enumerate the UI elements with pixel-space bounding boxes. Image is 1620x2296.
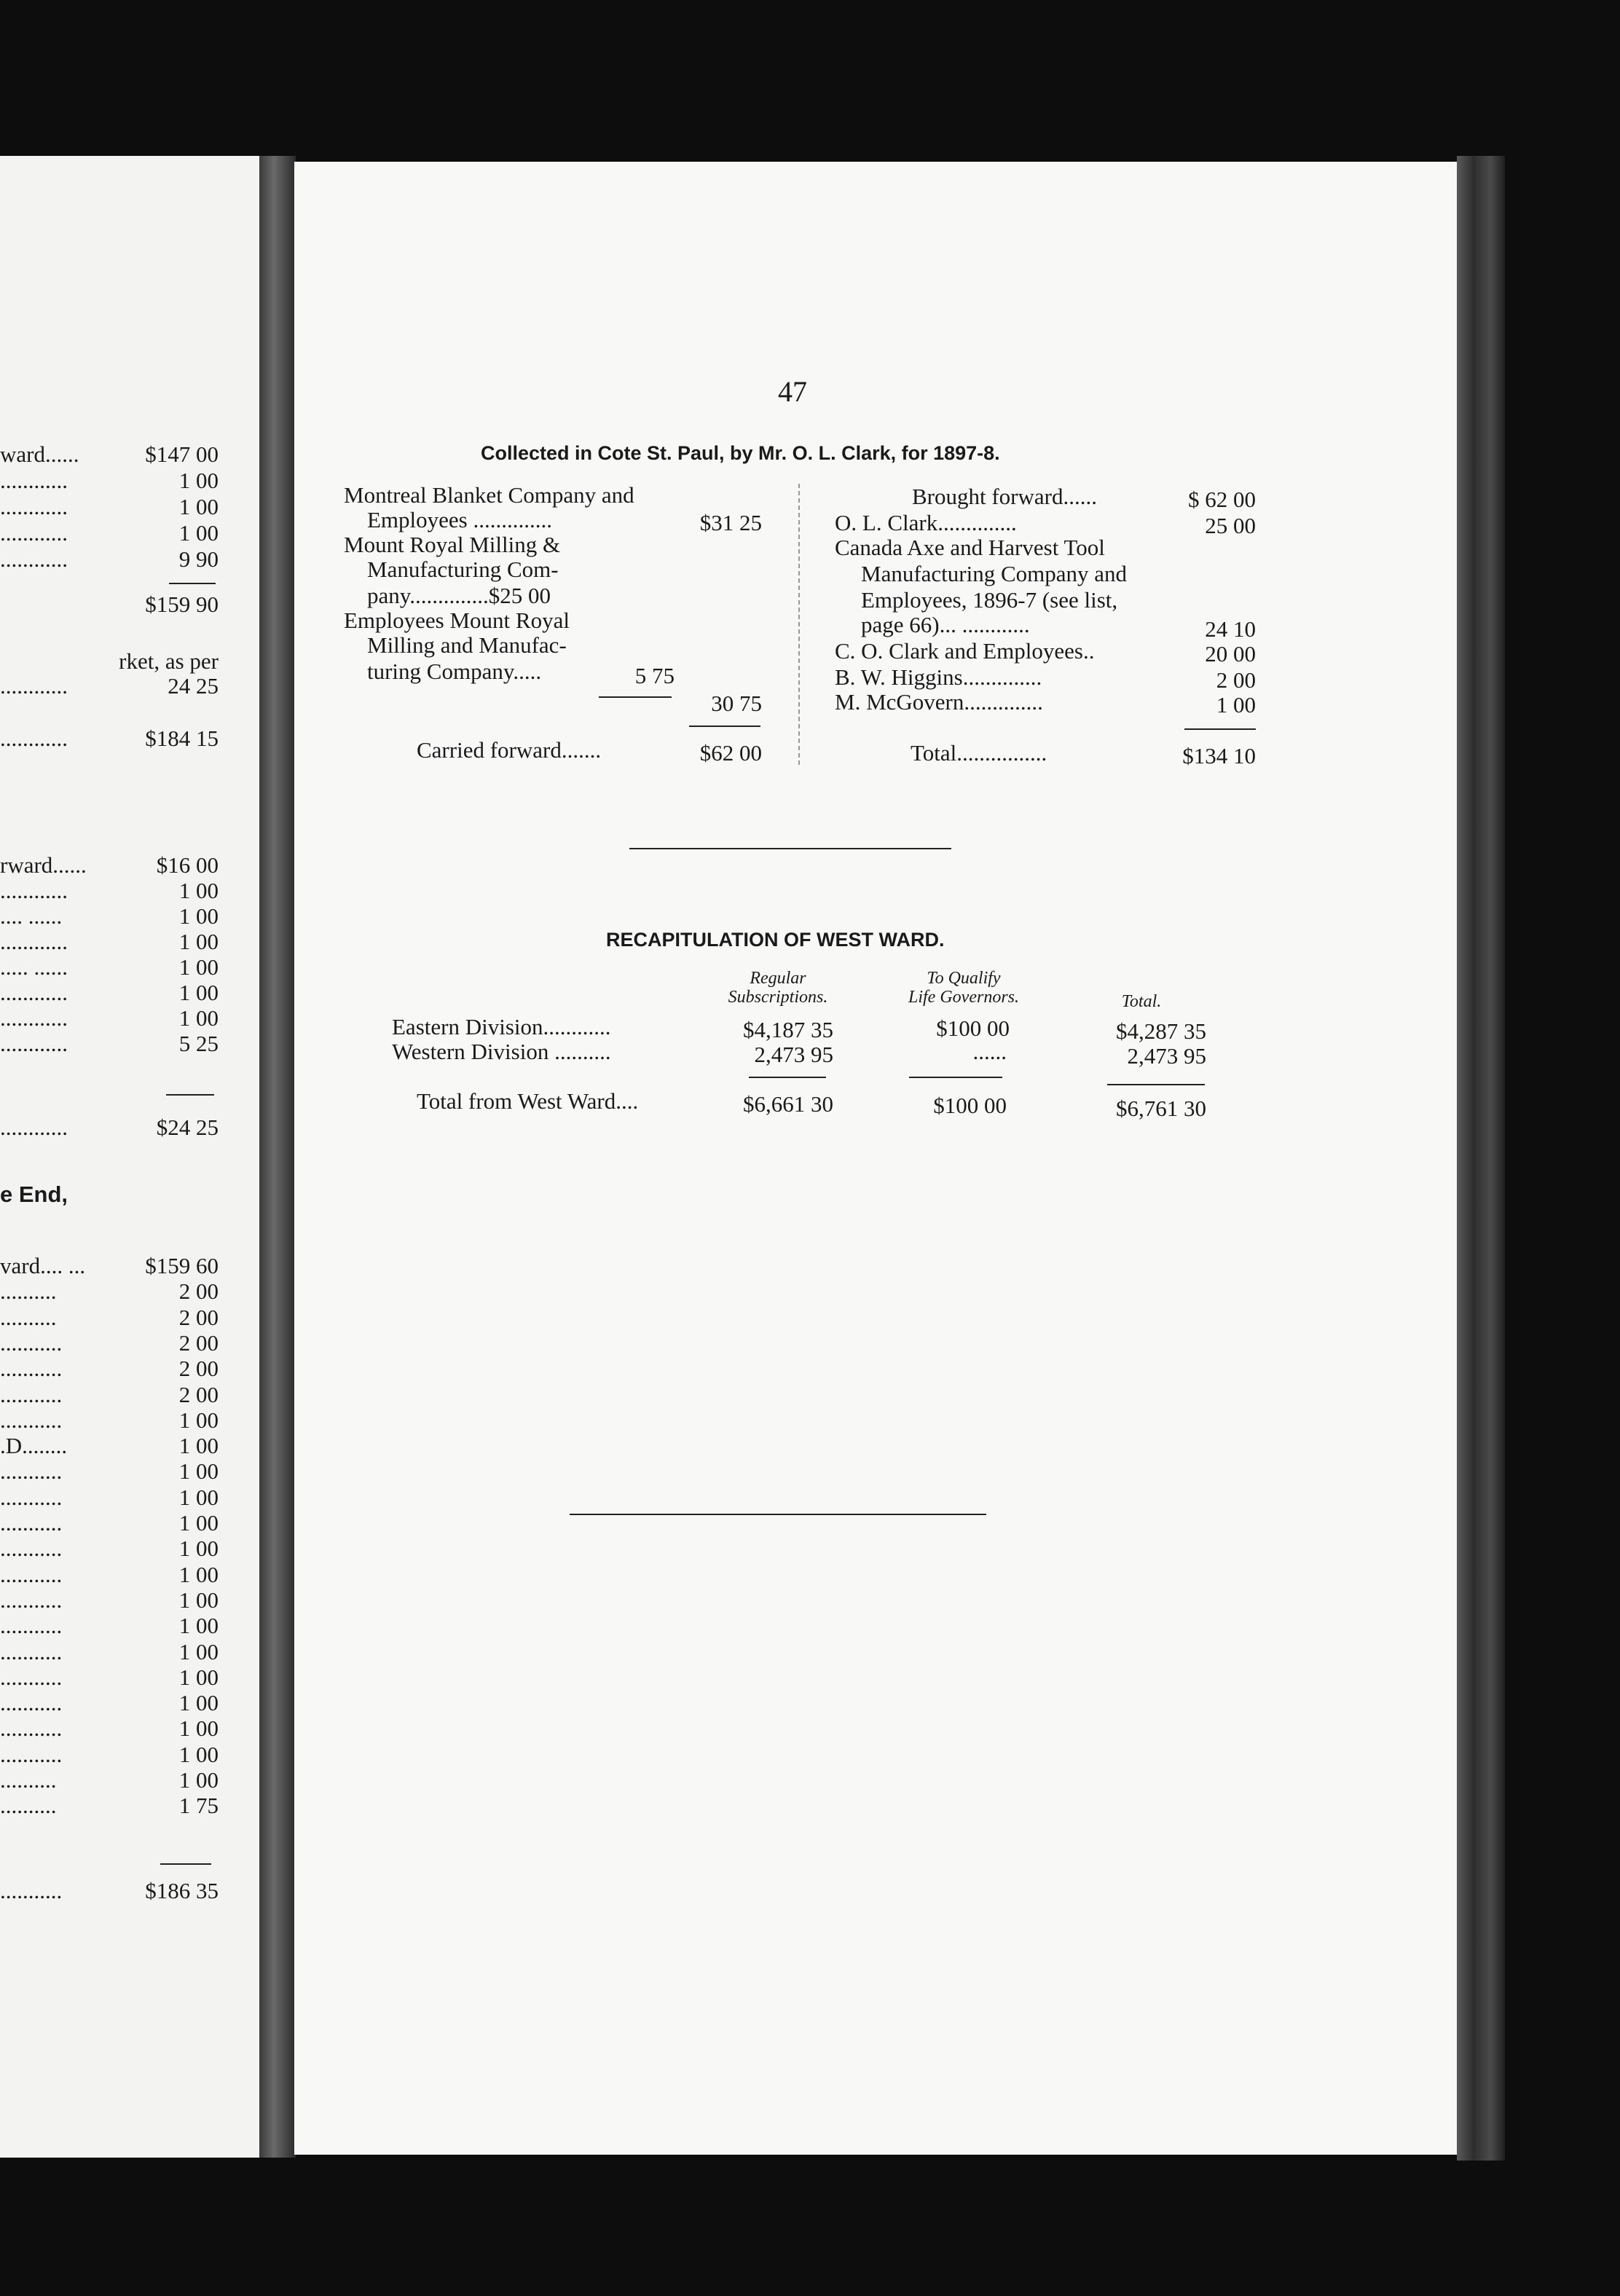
amount: $159 60 bbox=[145, 1253, 219, 1278]
recap-qualify: $100 00 bbox=[936, 1015, 1010, 1041]
entry-label: pany..............$25 00 bbox=[367, 583, 551, 608]
list-item bbox=[0, 1536, 219, 1562]
list-item bbox=[0, 1382, 219, 1408]
list-item bbox=[0, 980, 219, 1006]
amount: $147 00 bbox=[145, 441, 219, 467]
amount: 5 75 bbox=[634, 663, 675, 688]
page-edge bbox=[1457, 156, 1505, 2161]
column-divider bbox=[798, 484, 800, 765]
entry-label: Montreal Blanket Company and bbox=[344, 482, 634, 508]
amount: 1 00 bbox=[178, 1767, 219, 1793]
entry-label: O. L. Clark.............. bbox=[835, 510, 1017, 535]
recap-row-label: Western Division .......... bbox=[392, 1039, 611, 1064]
amount: 1 00 bbox=[178, 903, 219, 929]
total-amount: $134 10 bbox=[1182, 743, 1256, 768]
amount: $186 35 bbox=[145, 1878, 219, 1903]
leader: ............ bbox=[0, 546, 68, 572]
list-item bbox=[0, 954, 219, 980]
list-item bbox=[0, 1878, 219, 1904]
leader: rward...... bbox=[0, 852, 87, 878]
list-item bbox=[0, 1433, 219, 1459]
amount: $16 00 bbox=[156, 852, 219, 878]
rule bbox=[169, 583, 216, 584]
leader: ........... bbox=[0, 1510, 63, 1536]
leader: ............ bbox=[0, 468, 68, 493]
list-item bbox=[0, 1005, 219, 1031]
amount: 2 00 bbox=[1216, 667, 1256, 693]
amount: 1 00 bbox=[178, 1690, 219, 1716]
section-title: Collected in Cote St. Paul, by Mr. O. L. Clark, for 1897-8. bbox=[481, 442, 1000, 464]
recap-total: $6,761 30 bbox=[1116, 1096, 1206, 1121]
recap-total: $4,287 35 bbox=[1116, 1018, 1206, 1044]
total-label: Total................ bbox=[911, 740, 1047, 766]
amount: 2 00 bbox=[178, 1278, 219, 1305]
amount: 24 25 bbox=[168, 673, 219, 699]
rule bbox=[1107, 1084, 1205, 1085]
list-item bbox=[0, 1690, 219, 1716]
amount: 1 75 bbox=[178, 1793, 219, 1819]
column-header: Subscriptions. bbox=[728, 988, 828, 1007]
list-item bbox=[0, 1510, 219, 1536]
amount: 1 00 bbox=[1216, 692, 1256, 718]
amount: 1 00 bbox=[178, 1484, 219, 1510]
leader: ............ bbox=[0, 980, 68, 1005]
leader: ........... bbox=[0, 1741, 63, 1767]
leader: ............ bbox=[0, 1005, 68, 1031]
leader: ............ bbox=[0, 929, 68, 954]
recap-row-label: Eastern Division............ bbox=[392, 1014, 611, 1039]
leader: ........... bbox=[0, 1690, 63, 1716]
amount: 2 00 bbox=[178, 1304, 219, 1330]
amount: 1 00 bbox=[178, 1715, 219, 1742]
list-item bbox=[0, 1715, 219, 1742]
list-item bbox=[0, 441, 219, 468]
leader: ........... bbox=[0, 1715, 63, 1742]
amount: 1 00 bbox=[178, 1433, 219, 1459]
list-item bbox=[0, 1330, 219, 1356]
amount: 1 00 bbox=[178, 1510, 219, 1536]
list-item bbox=[0, 494, 219, 520]
leader: ........... bbox=[0, 1638, 63, 1664]
column-header: Life Governors. bbox=[908, 988, 1019, 1007]
heading-text: e End, bbox=[0, 1182, 68, 1207]
amount: 2 00 bbox=[178, 1381, 219, 1407]
leader: ........... bbox=[0, 1329, 63, 1356]
entry-label: Employees .............. bbox=[367, 507, 552, 532]
amount: 1 00 bbox=[178, 1458, 219, 1485]
list-item bbox=[0, 726, 219, 752]
list-item bbox=[0, 1742, 219, 1768]
list-item bbox=[0, 546, 219, 573]
list-item bbox=[0, 673, 219, 699]
list-item bbox=[0, 1664, 219, 1691]
list-item bbox=[0, 929, 219, 955]
leader: ........... bbox=[0, 1356, 63, 1382]
section-heading bbox=[0, 1182, 219, 1208]
list-item bbox=[0, 1562, 219, 1588]
amount: $159 90 bbox=[145, 591, 219, 617]
amount: 1 00 bbox=[178, 980, 219, 1005]
amount: $184 15 bbox=[145, 726, 219, 751]
leader: .......... bbox=[0, 1304, 57, 1330]
leader: ............ bbox=[0, 520, 68, 546]
leader: ........... bbox=[0, 1664, 63, 1690]
amount: 1 00 bbox=[178, 520, 219, 546]
list-item bbox=[0, 591, 219, 618]
recap-regular: 2,473 95 bbox=[754, 1042, 833, 1067]
list-item bbox=[0, 1278, 219, 1305]
amount: 1 00 bbox=[178, 1613, 219, 1639]
book-spine bbox=[259, 156, 296, 2158]
entry-label: turing Company..... bbox=[367, 658, 542, 684]
amount: 2 00 bbox=[178, 1356, 219, 1382]
recap-qualify: ...... bbox=[972, 1039, 1007, 1064]
recap-total-label: Total from West Ward.... bbox=[417, 1088, 639, 1114]
amount: 1 00 bbox=[178, 1005, 219, 1031]
left-page-content bbox=[0, 0, 259, 2296]
leader: .......... bbox=[0, 1793, 57, 1819]
amount: 1 00 bbox=[178, 1561, 219, 1587]
leader: ........... bbox=[0, 1484, 63, 1510]
entry-label: C. O. Clark and Employees.. bbox=[835, 638, 1095, 664]
list-item bbox=[0, 468, 219, 494]
entry-label: page 66)... ............ bbox=[861, 612, 1030, 637]
leader: vard.... ... bbox=[0, 1253, 86, 1278]
column-header: Regular bbox=[750, 969, 806, 988]
page-number: 47 bbox=[778, 375, 807, 408]
leader: ........... bbox=[0, 1381, 63, 1407]
section-separator bbox=[570, 1514, 986, 1515]
entry-label: Manufacturing Company and bbox=[861, 561, 1128, 586]
carried-forward-amount: $62 00 bbox=[699, 740, 762, 766]
note-text: rket, as per bbox=[119, 648, 219, 674]
entry-label: Employees, 1896-7 (see list, bbox=[861, 587, 1118, 613]
brought-forward-label: Brought forward...... bbox=[912, 484, 1097, 509]
leader: ward...... bbox=[0, 441, 79, 467]
amount: $31 25 bbox=[699, 510, 762, 535]
amount: 1 00 bbox=[178, 1741, 219, 1767]
leader: ............ bbox=[0, 1114, 68, 1140]
amount: 1 00 bbox=[178, 1407, 219, 1433]
amount: 9 90 bbox=[178, 546, 219, 572]
list-item bbox=[0, 1587, 219, 1613]
brought-forward-amount: $ 62 00 bbox=[1188, 487, 1256, 512]
amount: 1 00 bbox=[178, 1536, 219, 1562]
entry-label: Employees Mount Royal bbox=[344, 608, 570, 633]
recap-regular: $4,187 35 bbox=[743, 1017, 833, 1042]
leader: ............ bbox=[0, 726, 68, 751]
leader: .D........ bbox=[0, 1433, 68, 1459]
amount: 2 00 bbox=[178, 1329, 219, 1356]
recap-total: 2,473 95 bbox=[1127, 1043, 1206, 1069]
rule bbox=[599, 696, 672, 698]
list-item bbox=[0, 1114, 219, 1141]
amount: 1 00 bbox=[178, 468, 219, 493]
entry-label: Milling and Manufac- bbox=[367, 632, 567, 658]
amount: 1 00 bbox=[178, 1638, 219, 1664]
rule bbox=[166, 1094, 214, 1096]
list-item bbox=[0, 1305, 219, 1331]
rule bbox=[160, 1863, 211, 1865]
amount: 24 10 bbox=[1205, 616, 1256, 642]
list-item bbox=[0, 852, 219, 878]
list-item bbox=[0, 1407, 219, 1434]
recap-regular: $6,661 30 bbox=[743, 1091, 833, 1117]
leader: ........... bbox=[0, 1587, 63, 1613]
leader: ............ bbox=[0, 878, 68, 903]
list-item bbox=[0, 1031, 219, 1057]
leader: ........... bbox=[0, 1536, 63, 1562]
rule bbox=[909, 1077, 1002, 1078]
amount: 5 25 bbox=[178, 1031, 219, 1056]
leader: ........... bbox=[0, 1878, 63, 1903]
list-item bbox=[0, 1485, 219, 1511]
amount: 1 00 bbox=[178, 1587, 219, 1613]
leader: ........... bbox=[0, 1613, 63, 1639]
amount: 1 00 bbox=[178, 878, 219, 903]
leader: ............ bbox=[0, 494, 68, 519]
leader: ........... bbox=[0, 1458, 63, 1485]
list-item bbox=[0, 1458, 219, 1485]
leader: ............ bbox=[0, 1031, 68, 1056]
amount: $24 25 bbox=[156, 1114, 219, 1140]
leader: .......... bbox=[0, 1767, 57, 1793]
list-item bbox=[0, 520, 219, 546]
list-item bbox=[0, 1639, 219, 1665]
rule bbox=[689, 726, 760, 727]
list-item bbox=[0, 1356, 219, 1382]
section-separator bbox=[629, 848, 951, 849]
rule bbox=[1184, 728, 1256, 730]
list-item bbox=[0, 1767, 219, 1793]
amount: 30 75 bbox=[711, 691, 762, 716]
list-item bbox=[0, 903, 219, 929]
rule bbox=[749, 1077, 826, 1078]
entry-label: Mount Royal Milling & bbox=[344, 532, 561, 557]
amount: 1 00 bbox=[178, 494, 219, 519]
entry-label: Manufacturing Com- bbox=[367, 557, 559, 582]
leader: .......... bbox=[0, 1278, 57, 1305]
recap-qualify: $100 00 bbox=[933, 1093, 1007, 1118]
list-item bbox=[0, 1793, 219, 1819]
list-item bbox=[0, 1253, 219, 1279]
leader: ..... ...... bbox=[0, 954, 68, 980]
amount: 1 00 bbox=[178, 929, 219, 954]
leader: ........... bbox=[0, 1407, 63, 1433]
entry-label: Canada Axe and Harvest Tool bbox=[835, 535, 1105, 560]
recap-title: RECAPITULATION OF WEST WARD. bbox=[606, 929, 945, 951]
column-header: To Qualify bbox=[927, 969, 1001, 988]
leader: ............ bbox=[0, 673, 68, 699]
leader: .... ...... bbox=[0, 903, 63, 929]
carried-forward-label: Carried forward....... bbox=[417, 737, 602, 763]
entry-label: B. W. Higgins.............. bbox=[835, 664, 1042, 690]
column-header: Total. bbox=[1121, 992, 1162, 1011]
amount: 1 00 bbox=[178, 954, 219, 980]
amount: 20 00 bbox=[1205, 641, 1256, 667]
amount: 1 00 bbox=[178, 1664, 219, 1690]
list-item bbox=[0, 878, 219, 904]
list-item bbox=[0, 648, 219, 675]
leader: ........... bbox=[0, 1561, 63, 1587]
amount: 25 00 bbox=[1205, 513, 1256, 538]
list-item bbox=[0, 1613, 219, 1639]
entry-label: M. McGovern.............. bbox=[835, 689, 1043, 715]
